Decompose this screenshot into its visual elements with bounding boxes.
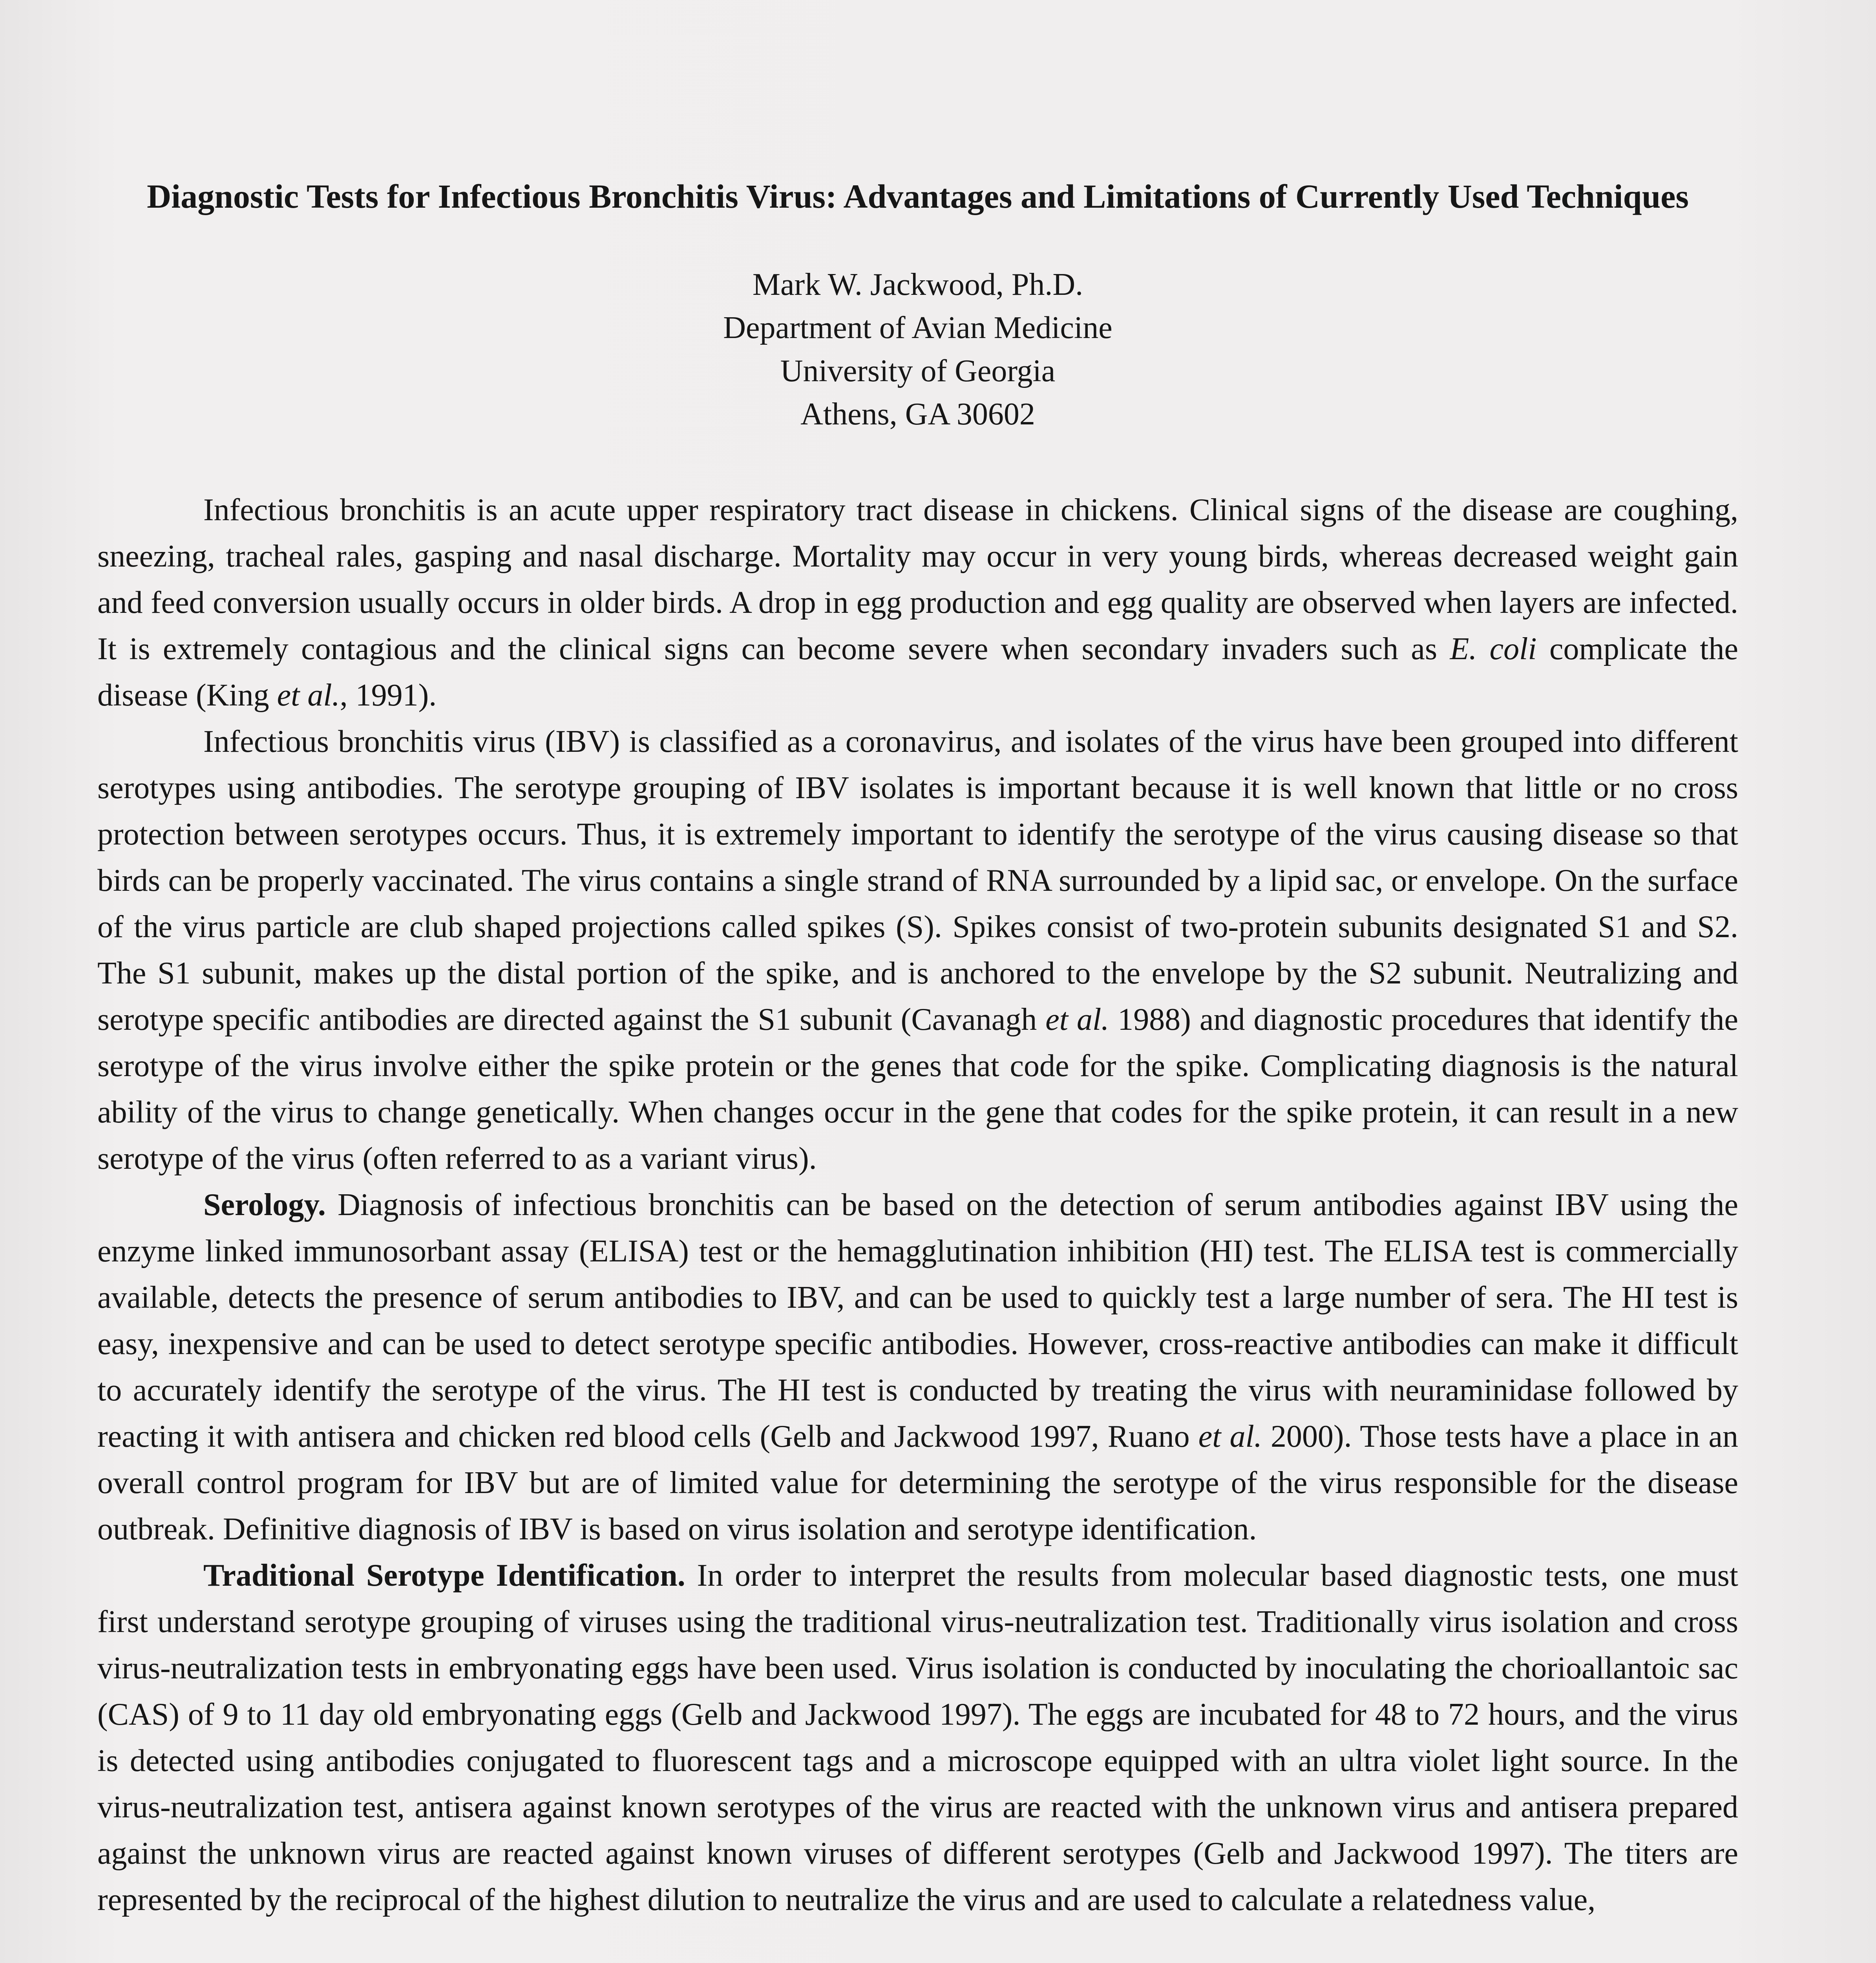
page-content [97, 173, 1738, 1923]
section-lead-traditional-serotype: Traditional Serotype Identification. [203, 1558, 685, 1593]
author-name: Mark W. Jackwood, Ph.D. [752, 267, 1083, 302]
author-address: Athens, GA 30602 [800, 397, 1035, 431]
paper-title: Diagnostic Tests for Infectious Bronchitis Virus: Advantages and Limitations of Currently Used Techniques [147, 177, 1689, 215]
section-lead-serology: Serology. [203, 1188, 326, 1222]
paragraph-introduction: Infectious bronchitis is an acute upper respiratory tract disease in chickens. Clinical signs of the disease are coughing, sneezing, tracheal rales, gasping and nasal discharge. Mortality may occur in very young birds, whereas decreased weight gain and feed conversion usually occurs in older birds. A drop in egg production and egg quality are observed when layers are infected. It is extremely contagious and the clinical signs can become severe when secondary invaders such as E. coli complicate the disease (King et al., 1991). [97, 493, 1739, 713]
paragraph-traditional-serotype: Traditional Serotype Identification. In order to interpret the results from molecular based diagnostic tests, one must first understand serotype grouping of viruses using the traditional virus-neutralization test. Traditionally virus isolation and cross virus-neutralization tests in embryonating eggs have been used. Virus isolation is conducted by inoculating the chorioallantoic sac (CAS) of 9 to 11 day old embryonating eggs (Gelb and Jackwood 1997). The eggs are incubated for 48 to 72 hours, and the virus is detected using antibodies conjugated to fluorescent tags and a microscope equipped with an ultra violet light source. In the virus-neutralization test, antisera against known serotypes of the virus are reacted with the unknown virus and antisera prepared against the unknown virus are reacted against known viruses of different serotypes (Gelb and Jackwood 1997). The titers are represented by the reciprocal of the highest dilution to neutralize the virus and are used to calculate a relatedness value, [97, 1558, 1738, 1917]
author-department: Department of Avian Medicine [723, 311, 1112, 345]
author-university: University of Georgia [780, 354, 1056, 388]
paragraph-virus-description: Infectious bronchitis virus (IBV) is classified as a coronavirus, and isolates of the virus have been grouped into different serotypes using antibodies. The serotype grouping of IBV isolates is important because it is well known that little or no cross protection between serotypes occurs. Thus, it is extremely important to identify the serotype of the virus causing disease so that birds can be properly vaccinated. The virus contains a single strand of RNA surrounded by a lipid sac, or envelope. On the surface of the virus particle are club shaped projections called spikes (S). Spikes consist of two-protein subunits designated S1 and S2. The S1 subunit, makes up the distal portion of the spike, and is anchored to the envelope by the S2 subunit. Neutralizing and serotype specific antibodies are directed against the S1 subunit (Cavanagh et al. 1988) and diagnostic procedures that identify the serotype of the virus involve either the spike protein or the genes that code for the spike. Complicating diagnosis is the natural ability of the virus to change genetically. When changes occur in the gene that codes for the spike protein, it can result in a new serotype of the virus (often referred to as a variant virus). [97, 724, 1739, 1176]
author-block [97, 263, 1738, 436]
species-name: E. coli [1450, 632, 1537, 666]
paragraph-serology: Serology. Diagnosis of infectious bronchitis can be based on the detection of serum antibodies against IBV using the enzyme linked immunosorbant assay (ELISA) test or the hemagglutination inhibition (HI) test. The ELISA test is commercially available, detects the presence of serum antibodies to IBV, and can be used to quickly test a large number of sera. The HI test is easy, inexpensive and can be used to detect serotype specific antibodies. However, cross-reactive antibodies can make it difficult to accurately identify the serotype of the virus. The HI test is conducted by treating the virus with neuraminidase followed by reacting it with antisera and chicken red blood cells (Gelb and Jackwood 1997, Ruano et al. 2000). Those tests have a place in an overall control program for IBV but are of limited value for determining the serotype of the virus responsible for the disease outbreak. Definitive diagnosis of IBV is based on virus isolation and serotype identification. [97, 1188, 1738, 1546]
